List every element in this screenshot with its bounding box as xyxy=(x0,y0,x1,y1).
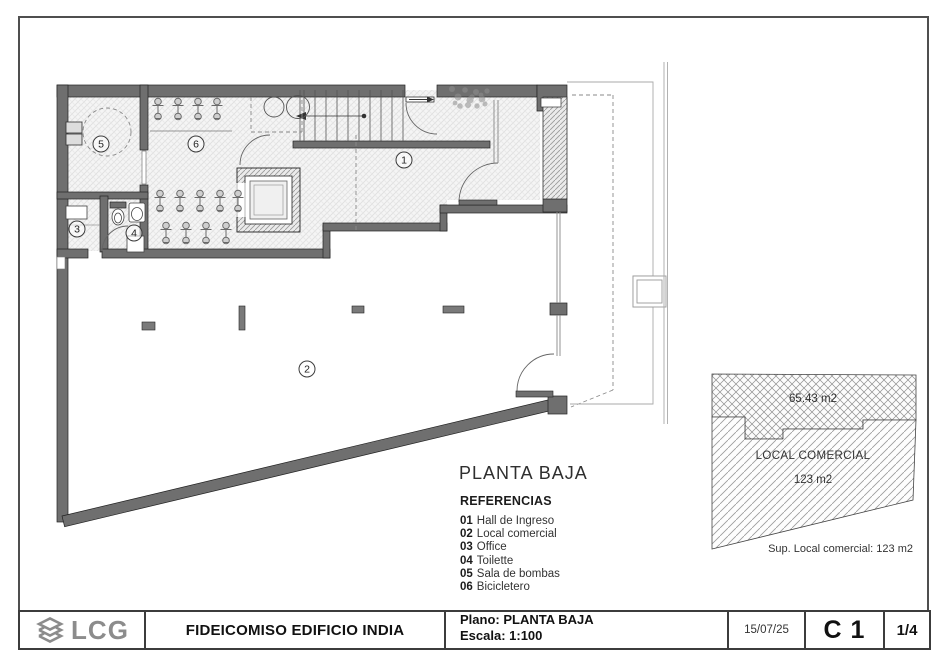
scale-label: Escala: 1:100 xyxy=(460,628,543,643)
room-tag-1: 1 xyxy=(396,152,413,169)
reference-num: 01 xyxy=(460,515,473,527)
date-cell: 15/07/25 xyxy=(729,612,806,648)
room-tag-6: 6 xyxy=(188,136,205,153)
title-block xyxy=(18,610,931,650)
key-plan-upper-area-label: 65.43 m2 xyxy=(789,393,837,405)
sidewalk-outline xyxy=(567,62,668,424)
layered-chevrons-icon xyxy=(35,615,65,645)
reference-num: 05 xyxy=(460,567,473,580)
project-name-cell: FIDEICOMISO EDIFICIO INDIA xyxy=(146,612,446,648)
reference-label: Local comercial xyxy=(476,528,557,541)
reference-item xyxy=(460,555,560,568)
reference-num: 02 xyxy=(460,528,473,541)
reference-label: Office xyxy=(476,541,507,554)
sheet-index-cell: 1/4 xyxy=(896,621,918,639)
room-tag-5: 5 xyxy=(93,136,110,153)
key-plan-name: LOCAL COMERCIAL xyxy=(755,450,871,462)
logo-cell xyxy=(20,612,146,648)
plan-title: PLANTA BAJA xyxy=(459,463,588,483)
plan-info-cell xyxy=(446,612,729,648)
reference-num: 06 xyxy=(460,581,473,594)
office-desk xyxy=(66,206,87,219)
reference-label: Hall de Ingreso xyxy=(476,515,555,527)
reference-item xyxy=(460,515,560,528)
right-wall-masonry xyxy=(543,97,567,199)
key-plan-area-label: 123 m2 xyxy=(793,474,833,486)
room-tag-3: 3 xyxy=(69,221,86,238)
references-block xyxy=(460,494,560,594)
columns xyxy=(142,306,464,330)
elevator xyxy=(236,168,300,232)
logo-text: LCG xyxy=(71,614,129,645)
references-heading: REFERENCIAS xyxy=(460,494,552,508)
reference-item xyxy=(460,568,560,581)
left-wall-opening xyxy=(57,257,65,269)
reference-num: 04 xyxy=(460,554,473,567)
key-plan-caption: Sup. Local comercial: 123 m2 xyxy=(768,543,913,555)
plan-label: Plano: PLANTA BAJA xyxy=(460,612,594,627)
reference-label: Sala de bombas xyxy=(476,567,560,580)
reference-item xyxy=(460,528,560,541)
sheet-code-cell: C 1 xyxy=(806,612,885,648)
shop-entrance-arc xyxy=(517,354,554,391)
reference-item xyxy=(460,581,560,594)
reference-item xyxy=(460,541,560,554)
pump-room-door xyxy=(142,151,146,184)
reference-label: Toilette xyxy=(476,554,514,567)
reference-label: Bicicletero xyxy=(476,581,530,594)
wall-notch xyxy=(541,98,561,107)
references-list xyxy=(460,515,560,594)
room-tag-2: 2 xyxy=(299,361,316,378)
room-tag-4: 4 xyxy=(126,225,143,242)
reference-num: 03 xyxy=(460,541,473,554)
